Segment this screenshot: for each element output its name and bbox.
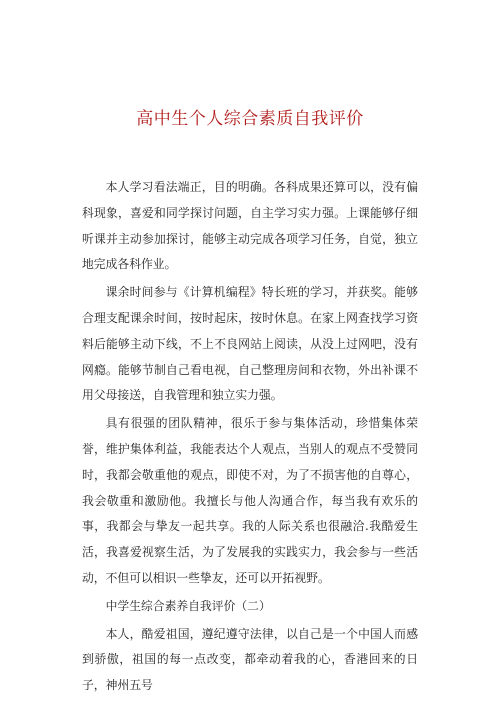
paragraph-patriotism: 本人，酷爱祖国，遵纪遵守法律，以自己是一个中国人而感到骄傲，祖国的每一点改变，都牵动着我的心，香港回来的日子，神州五号 (82, 626, 418, 693)
paragraph-spare-time: 课余时间参与《计算机编程》特长班的学习，并获奖。能够合理支配课余时间，按时起床，按时休息。在家上网查找学习资料后能够主动下线，不上不良网站上阅读，从没上过网吧，没有网瘾。能够节制自己看电视，自己整理房间和衣物，外出补课不用父母接送，自我管理和独立实力强。 (82, 285, 418, 403)
document-title: 高中生个人综合素质自我评价 (136, 109, 364, 129)
paragraph-study-attitude: 本人学习看法端正，目的明确。各科成果还算可以，没有偏科现象，喜爱和同学探讨问题，自主学习实力强。上课能够仔细听课并主动参加探讨，能够主动完成各项学习任务，自觉，独立地完成各科作业。 (82, 180, 418, 272)
document-body (82, 175, 418, 701)
section-subheading: 中学生综合素养自我评价（二） (105, 598, 271, 613)
paragraph-team-spirit: 具有很强的团队精神，很乐于参与集体活动，珍惜集体荣誉，维护集体利益，我能表达个人观点，当别人的观点不受赞同时，我都会敬重他的观点，即使不对，为了不损害他的自尊心，我会敬重和激励他。我擅长与他人沟通合作，每当我有欢乐的事，我都会与挚友一起共享。我的人际关系也很融洽.我酷爱生活，我喜爱视察生活，为了发展我的实践实力，我会参与一些活动，不但可以相识一些挚友，还可以开拓视野。 (82, 416, 418, 585)
